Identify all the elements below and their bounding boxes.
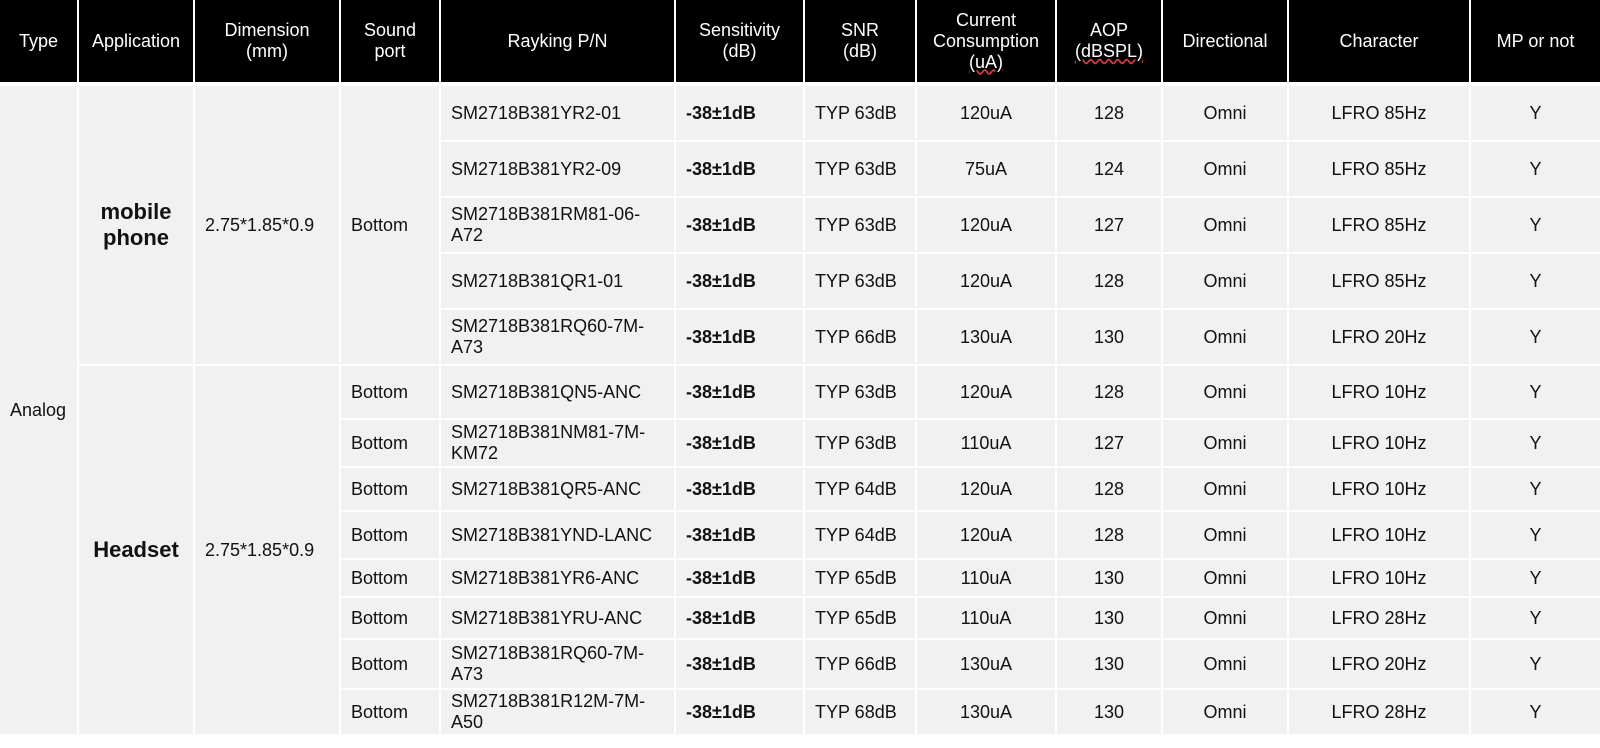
character-cell: LFRO 10Hz	[1289, 420, 1471, 468]
aop-cell: 128	[1057, 254, 1163, 310]
sound-port-cell: Bottom	[341, 690, 441, 736]
snr-cell: TYP 65dB	[805, 560, 917, 598]
mp-cell: Y	[1471, 420, 1600, 468]
application-cell-headset: Headset	[79, 366, 195, 736]
header-dimension-line1: Dimension	[224, 20, 310, 40]
part-number-cell: SM2718B381YR6-ANC	[441, 560, 676, 598]
aop-cell: 127	[1057, 420, 1163, 468]
aop-cell: 128	[1057, 512, 1163, 560]
application-mobile-line1: mobile	[100, 199, 172, 224]
directional-cell: Omni	[1163, 420, 1289, 468]
header-sound-port	[341, 0, 441, 86]
table-row	[0, 366, 1600, 420]
part-number-cell: SM2718B381RQ60-7M-A73	[441, 310, 676, 366]
header-directional: Directional	[1163, 0, 1289, 86]
character-cell: LFRO 28Hz	[1289, 598, 1471, 640]
part-number-cell: SM2718B381R12M-7M-A50	[441, 690, 676, 736]
aop-cell: 128	[1057, 468, 1163, 512]
header-current-line3: (uA)	[968, 51, 1003, 72]
current-cell: 110uA	[917, 560, 1057, 598]
sound-port-cell: Bottom	[341, 560, 441, 598]
header-sound-port-line2: port	[374, 41, 406, 61]
header-snr-line2: (dB)	[842, 41, 877, 61]
header-sensitivity	[676, 0, 805, 86]
part-number-cell: SM2718B381YND-LANC	[441, 512, 676, 560]
aop-cell: 130	[1057, 640, 1163, 690]
current-cell: 120uA	[917, 512, 1057, 560]
header-character: Character	[1289, 0, 1471, 86]
header-dimension-line2: (mm)	[246, 41, 288, 61]
character-cell: LFRO 85Hz	[1289, 142, 1471, 198]
character-cell: LFRO 28Hz	[1289, 690, 1471, 736]
sensitivity-cell: -38±1dB	[676, 512, 805, 560]
aop-cell: 130	[1057, 690, 1163, 736]
header-dimension	[195, 0, 341, 86]
aop-cell: 124	[1057, 142, 1163, 198]
header-current-line1: Current	[955, 9, 1017, 30]
mp-cell: Y	[1471, 560, 1600, 598]
mp-cell: Y	[1471, 366, 1600, 420]
sound-port-cell: Bottom	[341, 640, 441, 690]
header-current	[917, 0, 1057, 86]
snr-cell: TYP 64dB	[805, 512, 917, 560]
header-snr	[805, 0, 917, 86]
sensitivity-cell: -38±1dB	[676, 366, 805, 420]
aop-cell: 130	[1057, 598, 1163, 640]
snr-cell: TYP 63dB	[805, 254, 917, 310]
mp-cell: Y	[1471, 690, 1600, 736]
sound-port-cell: Bottom	[341, 366, 441, 420]
part-number-cell: SM2718B381YRU-ANC	[441, 598, 676, 640]
mp-cell: Y	[1471, 598, 1600, 640]
sensitivity-cell: -38±1dB	[676, 254, 805, 310]
sound-port-cell: Bottom	[341, 86, 441, 366]
current-cell: 75uA	[917, 142, 1057, 198]
header-sound-port-line1: Sound	[363, 20, 417, 40]
snr-cell: TYP 66dB	[805, 640, 917, 690]
snr-cell: TYP 63dB	[805, 86, 917, 142]
sensitivity-cell: -38±1dB	[676, 86, 805, 142]
current-cell: 120uA	[917, 366, 1057, 420]
directional-cell: Omni	[1163, 640, 1289, 690]
character-cell: LFRO 10Hz	[1289, 512, 1471, 560]
snr-cell: TYP 63dB	[805, 420, 917, 468]
aop-cell: 128	[1057, 86, 1163, 142]
current-cell: 120uA	[917, 254, 1057, 310]
header-current-line2: Consumption	[932, 30, 1040, 51]
snr-cell: TYP 63dB	[805, 198, 917, 254]
current-cell: 130uA	[917, 310, 1057, 366]
character-cell: LFRO 10Hz	[1289, 468, 1471, 512]
snr-cell: TYP 63dB	[805, 366, 917, 420]
application-mobile-line2: phone	[103, 225, 169, 250]
aop-cell: 130	[1057, 310, 1163, 366]
part-number-cell: SM2718B381QN5-ANC	[441, 366, 676, 420]
part-number-cell: SM2718B381QR5-ANC	[441, 468, 676, 512]
mp-cell: Y	[1471, 142, 1600, 198]
mp-cell: Y	[1471, 468, 1600, 512]
mp-cell: Y	[1471, 310, 1600, 366]
directional-cell: Omni	[1163, 198, 1289, 254]
directional-cell: Omni	[1163, 142, 1289, 198]
directional-cell: Omni	[1163, 512, 1289, 560]
character-cell: LFRO 85Hz	[1289, 254, 1471, 310]
directional-cell: Omni	[1163, 366, 1289, 420]
part-number-cell: SM2718B381RM81-06-A72	[441, 198, 676, 254]
character-cell: LFRO 85Hz	[1289, 86, 1471, 142]
sound-port-cell: Bottom	[341, 420, 441, 468]
part-number-cell: SM2718B381YR2-09	[441, 142, 676, 198]
sensitivity-cell: -38±1dB	[676, 198, 805, 254]
header-application: Application	[79, 0, 195, 86]
character-cell: LFRO 20Hz	[1289, 640, 1471, 690]
sound-port-cell: Bottom	[341, 598, 441, 640]
snr-cell: TYP 68dB	[805, 690, 917, 736]
snr-cell: TYP 65dB	[805, 598, 917, 640]
sensitivity-cell: -38±1dB	[676, 310, 805, 366]
mp-cell: Y	[1471, 640, 1600, 690]
aop-cell: 127	[1057, 198, 1163, 254]
snr-cell: TYP 66dB	[805, 310, 917, 366]
application-cell-mobile-phone	[79, 86, 195, 366]
current-cell: 130uA	[917, 690, 1057, 736]
part-number-cell: SM2718B381YR2-01	[441, 86, 676, 142]
header-sensitivity-line2: (dB)	[722, 41, 757, 61]
header-sensitivity-line1: Sensitivity	[698, 20, 781, 40]
header-snr-line1: SNR	[840, 20, 879, 40]
header-aop-line1: AOP	[1089, 20, 1128, 40]
part-number-cell: SM2718B381RQ60-7M-A73	[441, 640, 676, 690]
table-row	[0, 86, 1600, 142]
sound-port-cell: Bottom	[341, 468, 441, 512]
header-row	[0, 0, 1600, 86]
sensitivity-cell: -38±1dB	[676, 420, 805, 468]
mp-cell: Y	[1471, 198, 1600, 254]
type-cell: Analog	[0, 86, 79, 736]
character-cell: LFRO 20Hz	[1289, 310, 1471, 366]
character-cell: LFRO 10Hz	[1289, 560, 1471, 598]
current-cell: 110uA	[917, 420, 1057, 468]
directional-cell: Omni	[1163, 690, 1289, 736]
sensitivity-cell: -38±1dB	[676, 142, 805, 198]
sensitivity-cell: -38±1dB	[676, 640, 805, 690]
header-aop-line2: (dBSPL)	[1074, 41, 1144, 61]
sensitivity-cell: -38±1dB	[676, 468, 805, 512]
part-number-cell: SM2718B381QR1-01	[441, 254, 676, 310]
current-cell: 120uA	[917, 468, 1057, 512]
character-cell: LFRO 10Hz	[1289, 366, 1471, 420]
header-part-number: Rayking P/N	[441, 0, 676, 86]
directional-cell: Omni	[1163, 560, 1289, 598]
mp-cell: Y	[1471, 254, 1600, 310]
current-cell: 120uA	[917, 86, 1057, 142]
current-cell: 110uA	[917, 598, 1057, 640]
directional-cell: Omni	[1163, 468, 1289, 512]
directional-cell: Omni	[1163, 598, 1289, 640]
header-aop	[1057, 0, 1163, 86]
header-type: Type	[0, 0, 79, 86]
directional-cell: Omni	[1163, 254, 1289, 310]
directional-cell: Omni	[1163, 310, 1289, 366]
directional-cell: Omni	[1163, 86, 1289, 142]
dimension-cell: 2.75*1.85*0.9	[195, 366, 341, 736]
snr-cell: TYP 63dB	[805, 142, 917, 198]
sensitivity-cell: -38±1dB	[676, 560, 805, 598]
current-cell: 120uA	[917, 198, 1057, 254]
aop-cell: 130	[1057, 560, 1163, 598]
snr-cell: TYP 64dB	[805, 468, 917, 512]
sound-port-cell: Bottom	[341, 512, 441, 560]
aop-cell: 128	[1057, 366, 1163, 420]
dimension-cell: 2.75*1.85*0.9	[195, 86, 341, 366]
character-cell: LFRO 85Hz	[1289, 198, 1471, 254]
header-mp: MP or not	[1471, 0, 1600, 86]
mp-cell: Y	[1471, 512, 1600, 560]
sensitivity-cell: -38±1dB	[676, 690, 805, 736]
sensitivity-cell: -38±1dB	[676, 598, 805, 640]
current-cell: 130uA	[917, 640, 1057, 690]
mp-cell: Y	[1471, 86, 1600, 142]
part-number-cell: SM2718B381NM81-7M-KM72	[441, 420, 676, 468]
